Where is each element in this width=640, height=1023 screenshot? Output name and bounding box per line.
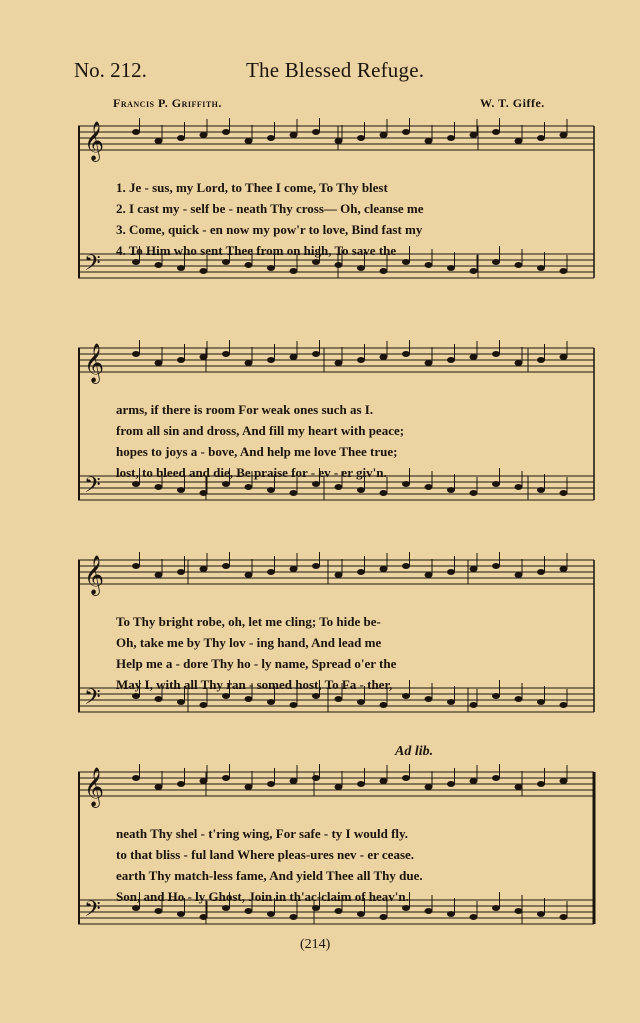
lyric-line: lost, to bleed and die, Be praise for - ev - er giv'n. (116, 465, 387, 480)
ad-lib-marking: Ad lib. (395, 744, 434, 759)
bass-clef-icon: 𝄢 (84, 685, 101, 715)
lyric-line: To Thy bright robe, oh, let me cling; To hide be- (116, 614, 381, 629)
treble-clef-icon: 𝄞 (84, 121, 105, 161)
treble-clef-icon: 𝄞 (84, 343, 105, 383)
lyric-line: May I, with all Thy ran - somed host, To Fa - ther, (116, 677, 393, 692)
lyric-line: neath Thy shel - t'ring wing, For safe - ty I would fly. (116, 826, 409, 841)
author-credit: Francis P. Griffith. (113, 96, 222, 110)
lyric-line: Son, and Ho - ly Ghost, Join in th'ac-claim of heav'n. (116, 889, 409, 904)
composer-credit: W. T. Giffe. (480, 96, 545, 110)
lyric-line: Help me a - dore Thy ho - ly name, Spread o'er the (116, 656, 397, 671)
music-system (78, 118, 598, 318)
page-number: (214) (300, 937, 331, 952)
hymn-title: The Blessed Refuge. (246, 58, 425, 82)
treble-staff (78, 560, 594, 584)
lyric-line: 1. Je - sus, my Lord, to Thee I come, To Thy blest (116, 180, 388, 195)
music-system (78, 552, 598, 752)
lyric-line: 3. Come, quick - en now my pow'r to love, Bind fast my (116, 222, 423, 237)
treble-staff (78, 772, 594, 796)
staff-notation (78, 118, 598, 318)
hymn-number: No. 212. (74, 58, 147, 82)
staff-notation (78, 340, 598, 540)
lyric-line: earth Thy match-less fame, And yield Thee all Thy due. (116, 868, 423, 883)
staff-notation (78, 552, 598, 752)
lyric-line: 2. I cast my - self be - neath Thy cross— Oh, cleanse me (116, 201, 424, 216)
treble-clef-icon: 𝄞 (84, 555, 105, 595)
music-system (78, 764, 598, 964)
lyric-line: to that bliss - ful land Where pleas-ures nev - er cease. (116, 847, 415, 862)
lyric-line: Oh, take me by Thy lov - ing hand, And lead me (116, 635, 382, 650)
lyric-line: from all sin and dross, And fill my heart with peace; (116, 423, 405, 438)
lyric-line: 4. To Him who sent Thee from on high, To save the (116, 243, 397, 258)
bass-clef-icon: 𝄢 (84, 897, 101, 927)
lyric-line: arms, if there is room For weak ones such as I. (116, 402, 374, 417)
treble-staff (78, 126, 594, 150)
music-system (78, 340, 598, 540)
treble-clef-icon: 𝄞 (84, 767, 105, 807)
lyric-line: hopes to joys a - bove, And help me love Thee true; (116, 444, 398, 459)
bass-clef-icon: 𝄢 (84, 251, 101, 281)
treble-staff (78, 348, 594, 372)
staff-notation (78, 764, 598, 964)
bass-clef-icon: 𝄢 (84, 473, 101, 503)
